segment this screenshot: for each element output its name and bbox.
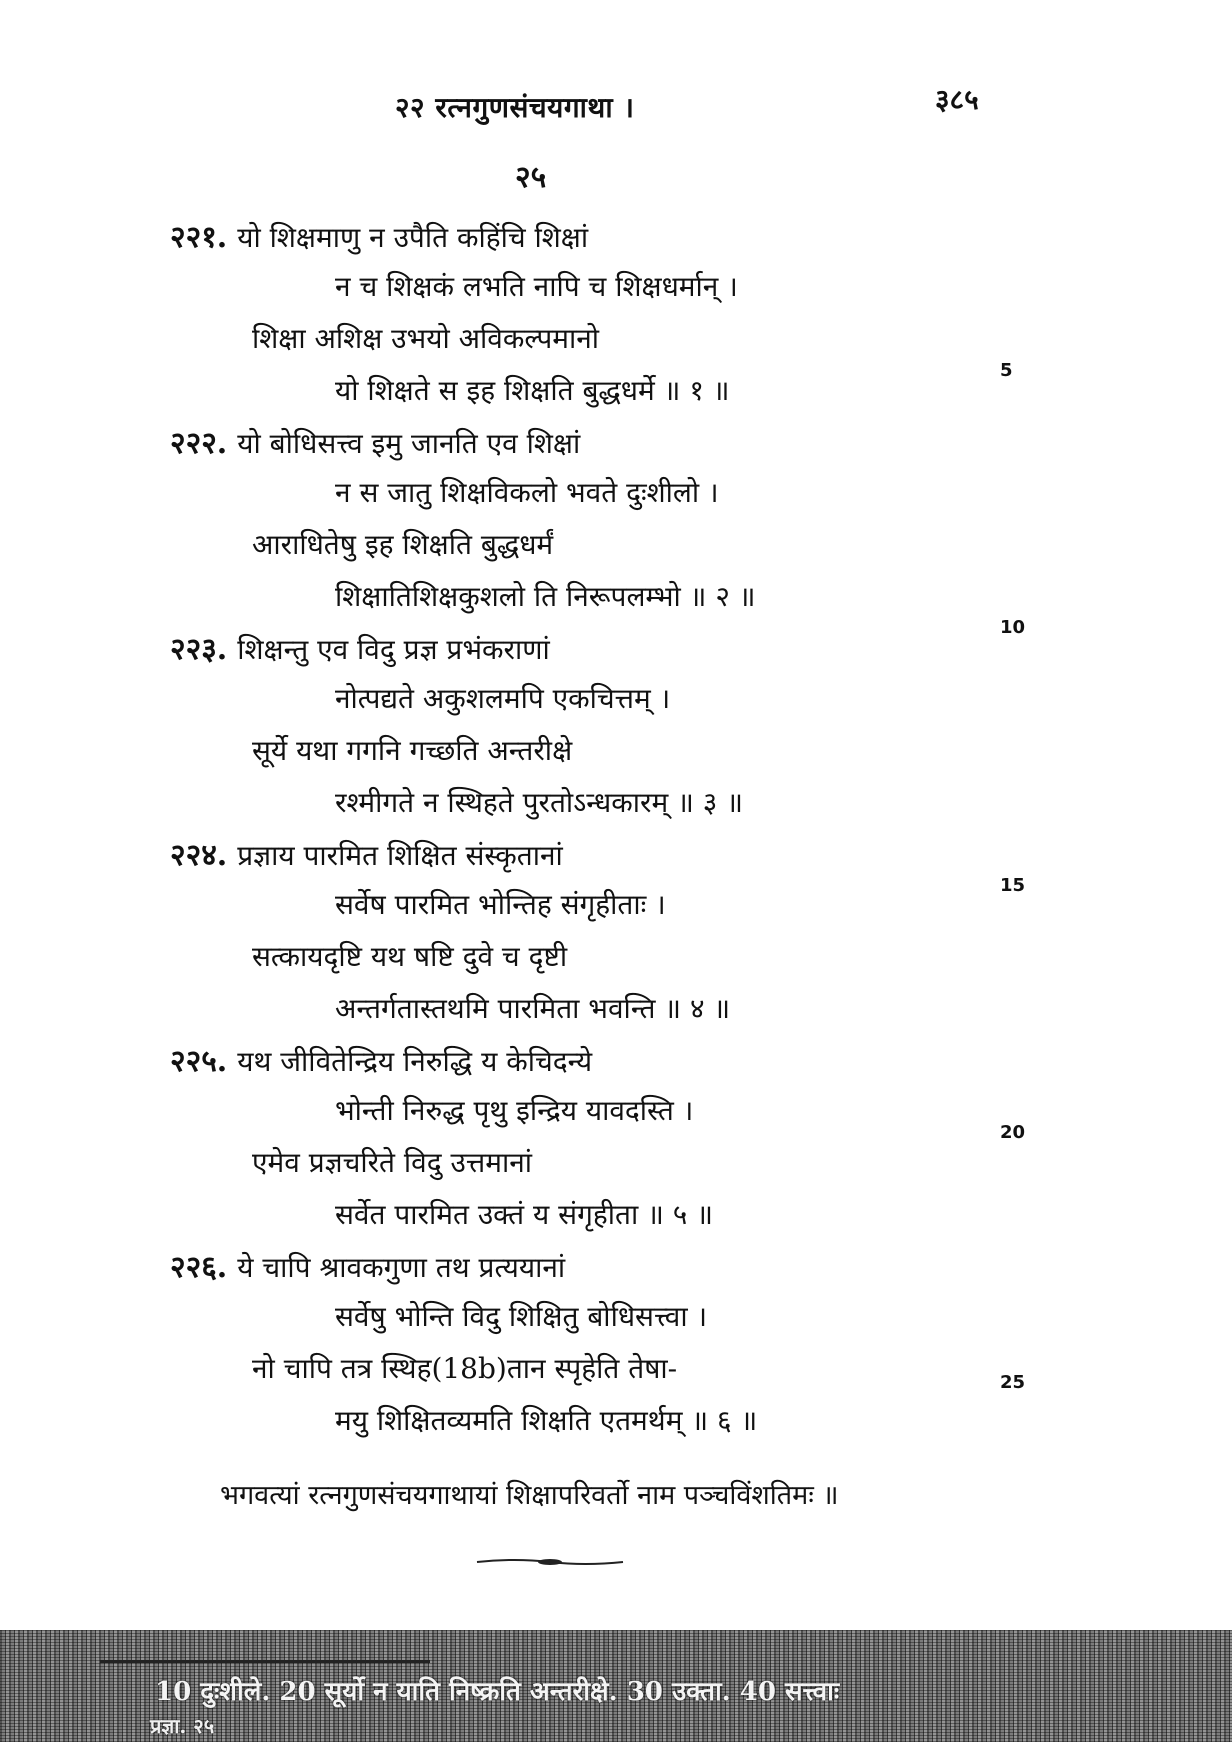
verse-line: न च शिक्षकं लभति नापि च शिक्षधर्मान् । (335, 270, 738, 303)
verse-line: एमेव प्रज्ञचरिते विदु उत्तमानां (252, 1146, 532, 1179)
verse-line: यथ जीवितेन्द्रिय निरुद्धि य केचिदन्ये (237, 1045, 593, 1078)
verse-line: यो शिक्षमाणु न उपैति कहिंचि शिक्षां (237, 221, 589, 254)
margin-line-number: 5 (1000, 360, 1013, 381)
verse-line: ये चापि श्रावकगुणा तथ प्रत्ययानां (237, 1251, 566, 1284)
verse-line: नो चापि तत्र स्थिह(18b)तान स्पृहेति तेषा- (252, 1352, 678, 1385)
verse-number: २२५. (170, 1044, 228, 1079)
verse-line: आराधितेषु इह शिक्षति बुद्धधर्मं (252, 528, 554, 561)
margin-line-number: 10 (1000, 617, 1026, 638)
margin-line-number: 20 (1000, 1122, 1026, 1143)
footnote-rule (100, 1660, 430, 1663)
verse-224 (0, 833, 1232, 1033)
verse-line: सत्कायदृष्टि यथ षष्टि दुवे च दृष्टी (252, 940, 568, 973)
verse-line: सूर्ये यथा गगनि गच्छति अन्तरीक्षे (252, 734, 573, 767)
verse-line: शिक्षा अशिक्ष उभयो अविकल्पमानो (252, 322, 600, 355)
verse-line: नोत्पद्यते अकुशलमपि एकचित्तम् । (335, 682, 671, 715)
verse-line: सर्वेत पारमित उक्तं य संगृहीता ॥ ५ ॥ (335, 1198, 714, 1231)
verse-221 (0, 215, 1232, 415)
margin-line-number: 25 (1000, 1372, 1026, 1393)
verse-222 (0, 421, 1232, 621)
verse-line: भोन्ती निरुद्ध पृथु इन्द्रिय यावदस्ति । (335, 1094, 694, 1127)
verse-225 (0, 1039, 1232, 1239)
margin-line-number: 15 (1000, 875, 1026, 896)
chapter-colophon: भगवत्यां रत्नगुणसंचयगाथायां शिक्षापरिवर्तो नाम पञ्चविंशतिमः ॥ (220, 1480, 839, 1511)
verse-line: सर्वेष पारमित भोन्तिह संगृहीताः । (335, 888, 666, 921)
verse-223 (0, 627, 1232, 827)
footnote-text: 10 दुःशीले. 20 सूर्यो न याति निष्क्रति अन्तरीक्षे. 30 उक्ता. 40 सत्त्वाः (155, 1677, 840, 1707)
page-number: ३८५ (935, 83, 979, 116)
verse-number: २२३. (170, 632, 228, 667)
verse-line: यो शिक्षते स इह शिक्षति बुद्धधर्मे ॥ १ ॥ (335, 374, 730, 407)
verse-line: सर्वेषु भोन्ति विदु शिक्षितु बोधिसत्त्वा । (335, 1300, 708, 1333)
verse-line: शिक्षन्तु एव विदु प्रज्ञ प्रभंकराणां (237, 633, 550, 666)
verse-number: २२१. (170, 220, 228, 255)
verse-line: शिक्षातिशिक्षकुशलो ति निरूपलम्भो ॥ २ ॥ (335, 580, 756, 613)
verse-number: २२४. (170, 838, 228, 873)
verse-line: यो बोधिसत्त्व इमु जानति एव शिक्षां (237, 427, 581, 460)
running-head: २२ रत्नगुणसंचयगाथा । (395, 91, 635, 124)
verse-number: २२२. (170, 426, 228, 461)
verse-226 (0, 1245, 1232, 1445)
verse-list (0, 215, 1232, 1451)
verse-number: २२६. (170, 1250, 228, 1285)
footnote-subtext: प्रज्ञा. २५ (150, 1714, 215, 1738)
verse-line: मयु शिक्षितव्यमति शिक्षति एतमर्थम् ॥ ६ ॥ (335, 1404, 758, 1437)
verse-line: न स जातु शिक्षविकलो भवते दुःशीलो । (335, 476, 719, 509)
verse-line: रश्मीगते न स्थिहते पुरतोऽन्धकारम् ॥ ३ ॥ (335, 786, 743, 819)
verse-line: प्रज्ञाय पारमित शिक्षित संस्कृतानां (237, 839, 563, 872)
chapter-number: २५ (515, 160, 547, 195)
ornament-divider (475, 1557, 625, 1567)
verse-line: अन्तर्गतास्तथमि पारमिता भवन्ति ॥ ४ ॥ (335, 992, 731, 1025)
